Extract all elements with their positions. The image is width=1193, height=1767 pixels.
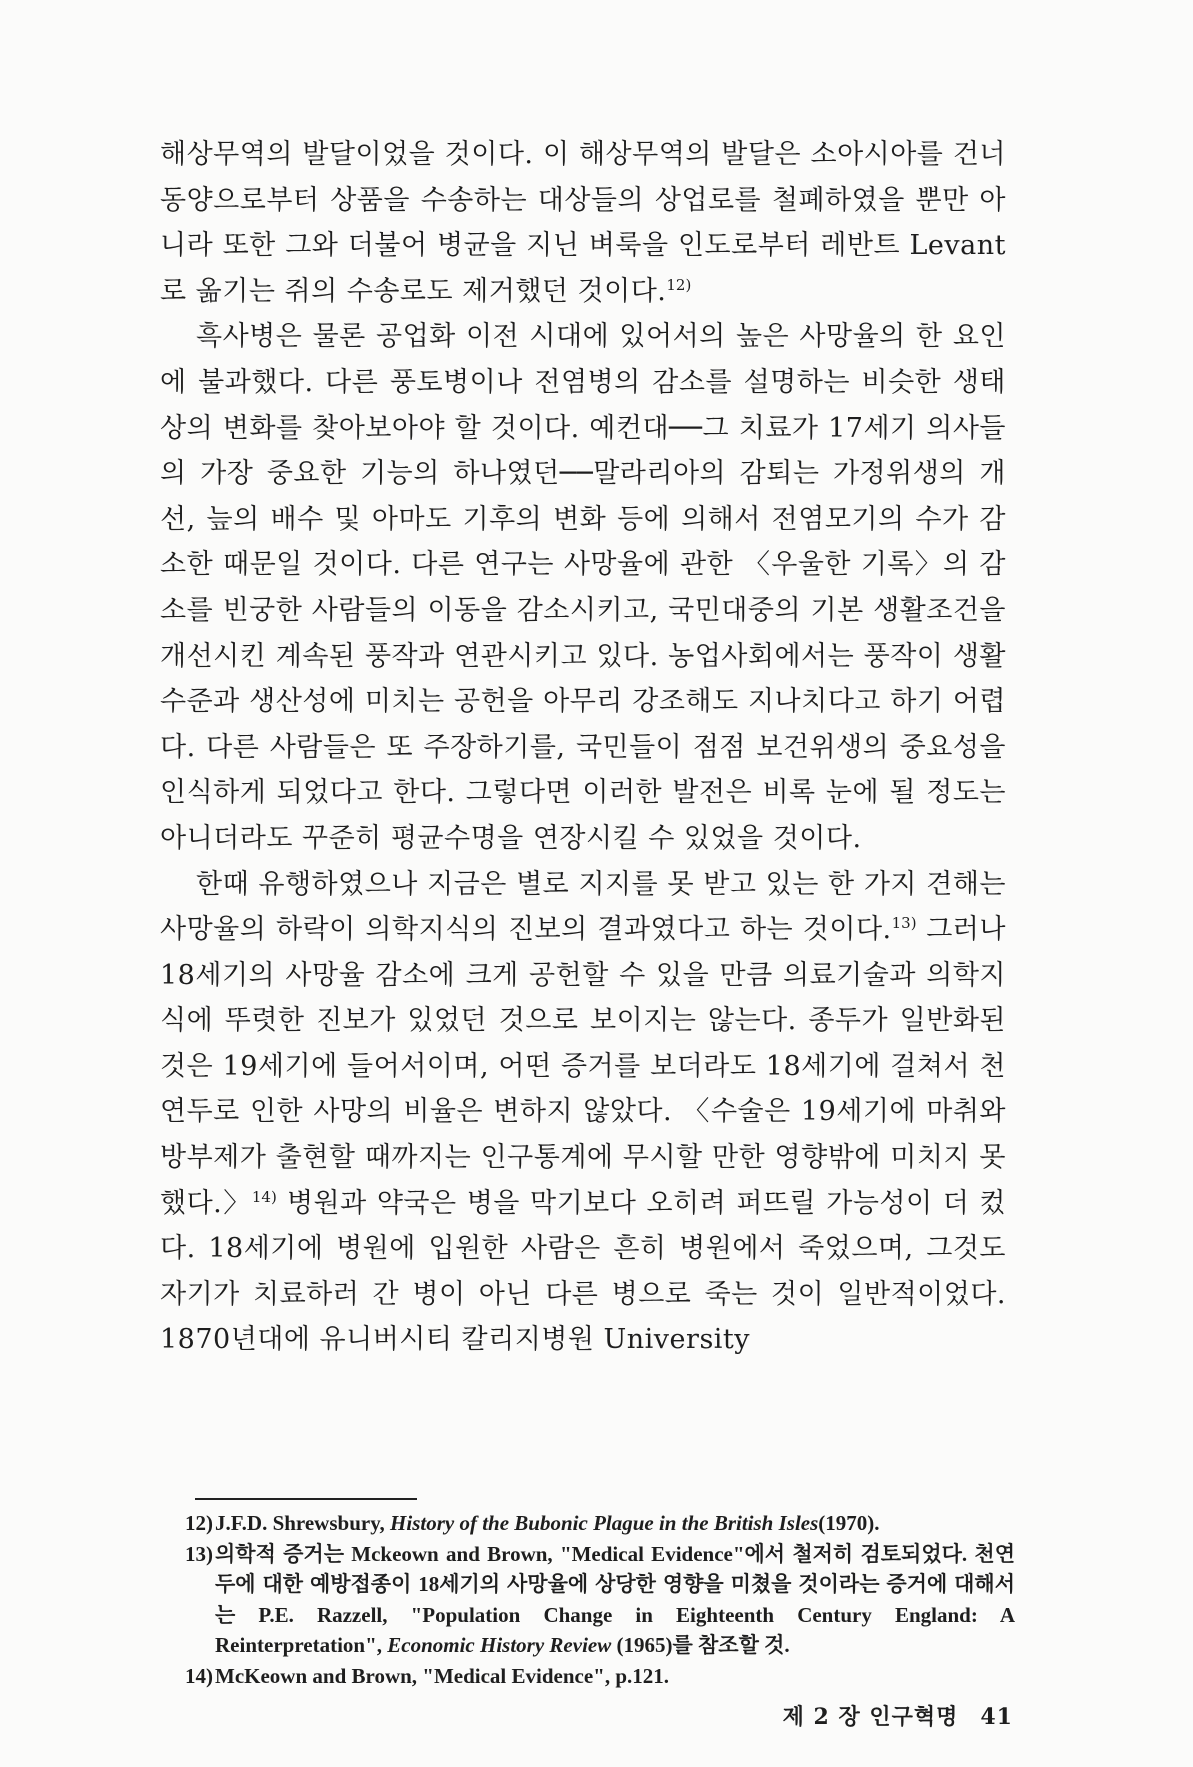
footnote-text bbox=[215, 1661, 1015, 1692]
paragraph-2 bbox=[160, 314, 1006, 861]
footnote-number: 12) bbox=[185, 1511, 213, 1535]
footnote-citation: J.F.D. Shrewsbury, bbox=[215, 1511, 391, 1535]
footnote-ref-13: 13) bbox=[891, 914, 917, 933]
footnote-ref-14: 14) bbox=[251, 1187, 277, 1206]
paragraph-3-text-a: 한때 유행하였으나 지금은 별로 지지를 못 받고 있는 한 가지 견해는 사망율의 하락이 의학지식의 진보의 결과였다고 하는 것이다. bbox=[160, 868, 1006, 946]
footnote-text bbox=[215, 1508, 1015, 1539]
body-text bbox=[160, 132, 1006, 1363]
footnote-year: (1970). bbox=[818, 1511, 880, 1535]
paragraph-3-text-b: 그러나 18세기의 사망율 감소에 크게 공헌할 수 있을 만큼 의료기술과 의학지식에 뚜렷한 진보가 있었던 것으로 보이지는 않는다. 종두가 일반화된 것은 19세기에 들어서이며, 어떤 증거를 보더라도 18세기에 걸쳐서 천연두로 인한 사망의 비율은 변하지 않았다. 〈수술은 19세기에 마취와 방부제가 출현할 때까지는 인구통계에 무시할 만한 영향밖에 미치지 못했다.〉 bbox=[160, 914, 1006, 1219]
footnotes bbox=[185, 1508, 1015, 1691]
paragraph-1-text: 해상무역의 발달이었을 것이다. 이 해상무역의 발달은 소아시아를 건너 동양으로부터 상품을 수송하는 대상들의 상업로를 철폐하였을 뿐만 아니라 또한 그와 더불어 병균을 지닌 벼룩을 인도로부터 레반트 Levant로 옮기는 쥐의 수송로도 제거했던 것이다. bbox=[160, 139, 1006, 307]
footnote-year: (1965)를 참조할 것. bbox=[611, 1633, 790, 1657]
footnote-divider bbox=[195, 1498, 417, 1500]
footnote-number: 13) bbox=[185, 1541, 213, 1566]
paragraph-2-text: 흑사병은 물론 공업화 이전 시대에 있어서의 높은 사망율의 한 요인에 불과했다. 다른 풍토병이나 전염병의 감소를 설명하는 비슷한 생태상의 변화를 찾아보아야 할 것이다. 예컨대──그 치료가 17세기 의사들의 가장 중요한 기능의 하나였던──말라리아의 감퇴는 가정위생의 개선, 늪의 배수 및 아마도 기후의 변화 등에 의해서 전염모기의 수가 감소한 때문일 것이다. 다른 연구는 사망율에 관한 〈우울한 기록〉의 감소를 빈궁한 사람들의 이동을 감소시키고, 국민대중의 기본 생활조건을 개선시킨 계속된 풍작과 연관시키고 있다. 농업사회에서는 풍작이 생활수준과 생산성에 미치는 공헌을 아무리 강조해도 지나치다고 하기 어렵다. 다른 사람들은 또 주장하기를, 국민들이 점점 보건위생의 중요성을 인식하게 되었다고 한다. 그렇다면 이러한 발전은 비록 눈에 될 정도는 아니더라도 꾸준히 평균수명을 연장시킬 수 있었을 것이다. bbox=[160, 321, 1006, 854]
footnote-text bbox=[215, 1539, 1015, 1661]
footnote-12 bbox=[185, 1508, 1015, 1539]
footnote-13 bbox=[185, 1539, 1015, 1661]
footnote-citation: McKeown and Brown, "Medical Evidence", p.121. bbox=[215, 1663, 670, 1688]
footnote-number: 14) bbox=[185, 1663, 213, 1688]
paragraph-1 bbox=[160, 132, 1006, 314]
paragraph-3-text-c: 병원과 약국은 병을 막기보다 오히려 퍼뜨릴 가능성이 더 컸다. 18세기에 병원에 입원한 사람은 흔히 병원에서 죽었으며, 그것도 자기가 치료하러 간 병이 아닌 다른 병으로 죽는 것이 일반적이었다. 1870년대에 유니버시티 칼리지병원 University bbox=[160, 1187, 1006, 1356]
chapter-title: 제 2 장 인구혁명 bbox=[782, 1704, 959, 1730]
page-number: 41 bbox=[980, 1704, 1013, 1730]
footnote-citation: 의학적 증거는 Mckeown and Brown, "Medical Evidence"에서 철저히 검토되었다. 천연두에 대한 예방접종이 18세기의 사망율에 상당한 영향을 미쳤을 것이라는 증거에 대해서는 P.E. Razzell, "Population Change in Eighteenth Century England: A Reinterpretation", bbox=[215, 1541, 1015, 1657]
footnote-book-title: History of the Bubonic Plague in the British Isles bbox=[390, 1511, 819, 1535]
footnote-ref-12: 12) bbox=[666, 275, 692, 294]
footnote-journal-title: Economic History Review bbox=[387, 1633, 612, 1657]
footnote-14 bbox=[185, 1661, 1015, 1692]
running-footer bbox=[783, 1700, 1013, 1731]
paragraph-3 bbox=[160, 862, 1006, 1364]
